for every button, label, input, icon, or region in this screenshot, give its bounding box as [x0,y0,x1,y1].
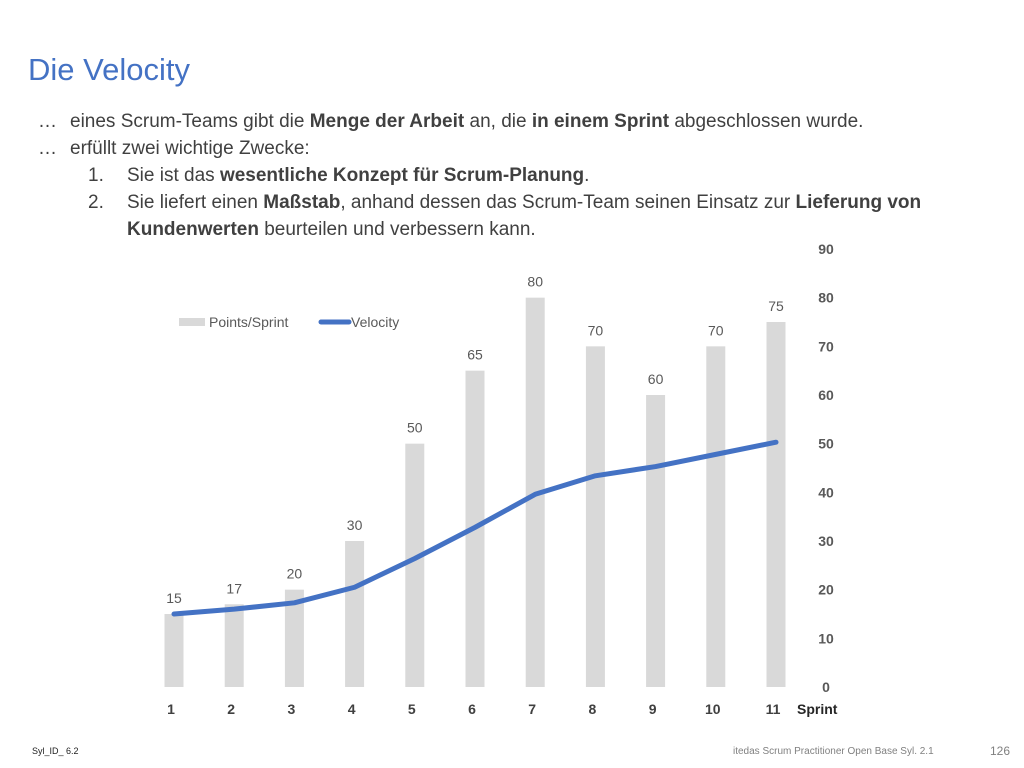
bar [586,346,605,687]
bar-value-label: 30 [346,517,363,533]
y-tick-label: 40 [818,484,834,501]
x-tick-label: 6 [468,701,476,717]
y-tick-label: 80 [818,289,834,306]
footer-id: Syl_ID_ 6.2 [32,746,79,756]
bar-value-label: 60 [647,371,664,387]
x-axis-title: Sprint [797,701,838,717]
bar [345,541,364,687]
y-tick-label: 50 [818,435,834,452]
bar-value-label: 17 [226,580,242,597]
bar [767,322,786,687]
x-tick-label: 11 [765,701,781,717]
bar-value-label: 70 [708,322,724,339]
footer-source: itedas Scrum Practitioner Open Base Syl. 2.1 [733,746,934,757]
bold-text: Lieferung von Kundenwerten [127,192,922,240]
bold-text: Menge der Arbeit [309,111,465,132]
list-marker: … [38,111,57,132]
x-tick-label: 8 [588,701,597,717]
y-tick-label: 90 [818,241,834,257]
bar [165,614,184,687]
bar [646,395,665,687]
x-tick-label: 1 [167,701,175,717]
bar-value-label: 70 [587,322,604,339]
text-run: Sie liefert einen [127,192,264,213]
y-tick-label: 60 [818,387,834,403]
list-marker: 2. [88,192,104,213]
x-tick-label: 4 [347,701,356,717]
bold-text: in einem Sprint [531,111,670,132]
bar-value-label: 20 [286,565,303,582]
page-number: 126 [990,744,1011,758]
legend-label-velocity: Velocity [351,314,400,330]
text-run: beurteilen und verbessern kann. [258,219,536,240]
x-tick-label: 5 [407,701,416,717]
bar [225,604,244,687]
x-tick-label: 2 [227,701,236,717]
y-tick-label: 0 [822,679,830,695]
y-tick-label: 70 [818,338,834,355]
bar-value-label: 80 [527,273,543,290]
text-run: , anhand dessen das Scrum-Team seinen Einsatz zur [340,192,796,213]
list-marker: 1. [88,165,104,186]
y-tick-label: 20 [818,581,834,598]
bar [706,346,725,687]
bar [405,444,424,687]
y-tick-label: 30 [818,533,834,549]
slide-title: Die Velocity [28,52,190,87]
list-marker: … [38,138,57,159]
text-run: . [584,165,590,186]
x-tick-label: 3 [287,701,296,717]
x-tick-label: 7 [528,701,537,717]
bold-text: wesentliche Konzept für Scrum-Planung [219,165,585,186]
x-tick-label: 10 [705,701,721,717]
y-tick-label: 10 [818,630,834,647]
legend-swatch-bar [179,318,205,326]
text-run: abgeschlossen wurde. [669,111,864,132]
text-run: eines Scrum-Teams gibt die [70,111,310,132]
bold-text: Maßstab [263,192,341,213]
legend-label-points: Points/Sprint [209,314,289,330]
bar-value-label: 65 [467,346,483,363]
text-run: Sie ist das [127,165,220,186]
text-run: an, die [464,111,532,132]
text-run: erfüllt zwei wichtige Zwecke: [70,138,310,159]
bar-value-label: 15 [166,590,182,606]
x-tick-label: 9 [648,701,657,717]
bar-value-label: 75 [768,298,784,314]
bar-value-label: 50 [407,419,423,436]
